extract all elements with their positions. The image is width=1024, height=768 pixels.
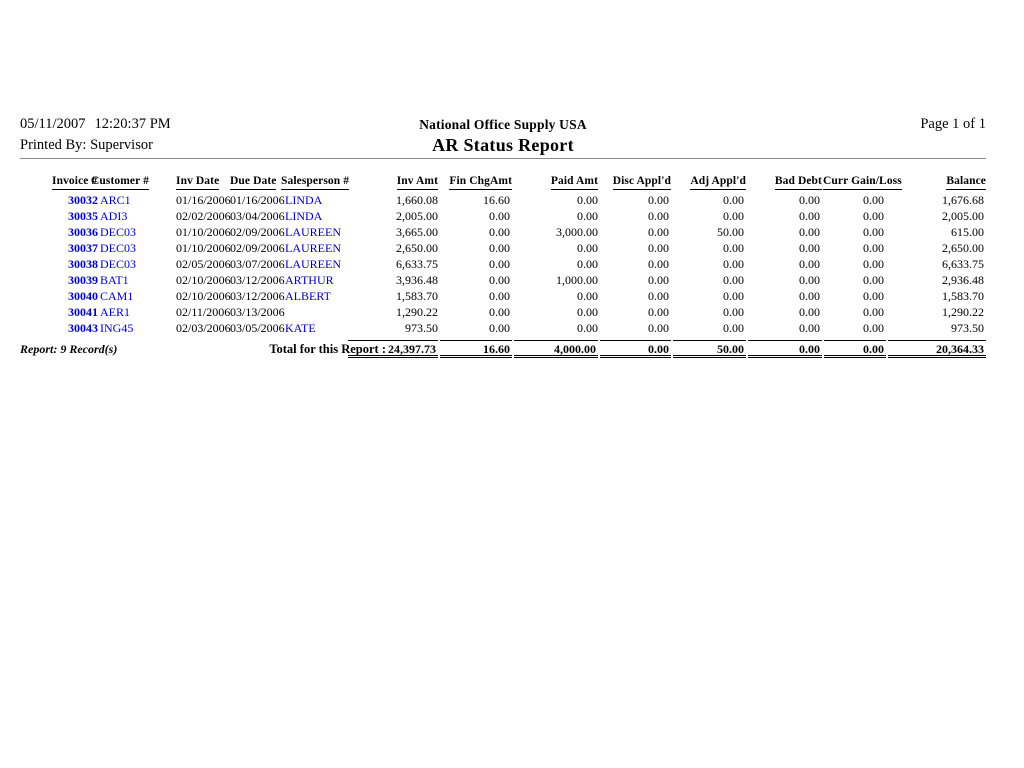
cell-disc-appld: 0.00 — [648, 241, 669, 255]
column-header-inv-date: Inv Date — [176, 174, 219, 190]
cell-balance: 2,005.00 — [942, 209, 984, 223]
report-title-block — [20, 114, 986, 156]
cell-adj-appld: 0.00 — [723, 273, 744, 287]
cell-customer[interactable]: ARC1 — [100, 193, 131, 207]
cell-invoice[interactable]: 30036 — [68, 225, 98, 239]
cell-balance: 2,650.00 — [942, 241, 984, 255]
cell-curr-gain-loss: 0.00 — [863, 273, 884, 287]
cell-customer[interactable]: DEC03 — [100, 225, 136, 239]
cell-salesperson[interactable]: ALBERT — [285, 289, 331, 303]
cell-disc-appld: 0.00 — [648, 257, 669, 271]
total-bad-debt: 0.00 — [748, 340, 822, 358]
cell-paid-amt: 1,000.00 — [556, 273, 598, 287]
cell-disc-appld: 0.00 — [648, 321, 669, 335]
total-inv-amt: 24,397.73 — [348, 340, 438, 358]
column-header-balance: Balance — [890, 174, 986, 190]
table-row[interactable] — [0, 304, 1024, 320]
cell-adj-appld: 0.00 — [723, 289, 744, 303]
cell-due-date: 03/12/2006 — [230, 273, 285, 287]
cell-curr-gain-loss: 0.00 — [863, 241, 884, 255]
column-header-curr-gain-loss: Curr Gain/Loss — [823, 174, 902, 190]
page-indicator — [920, 114, 986, 135]
cell-due-date: 03/04/2006 — [230, 209, 285, 223]
cell-paid-amt: 0.00 — [577, 321, 598, 335]
cell-bad-debt: 0.00 — [799, 273, 820, 287]
cell-fin-chg-amt: 0.00 — [489, 273, 510, 287]
cell-adj-appld: 0.00 — [723, 305, 744, 319]
cell-fin-chg-amt: 0.00 — [489, 225, 510, 239]
report-table — [0, 174, 1024, 362]
table-row[interactable] — [0, 192, 1024, 208]
cell-balance: 973.50 — [951, 321, 984, 335]
cell-bad-debt: 0.00 — [799, 321, 820, 335]
cell-salesperson[interactable]: ARTHUR — [285, 273, 334, 287]
cell-curr-gain-loss: 0.00 — [863, 193, 884, 207]
cell-curr-gain-loss: 0.00 — [863, 321, 884, 335]
cell-adj-appld: 50.00 — [717, 225, 744, 239]
cell-fin-chg-amt: 0.00 — [489, 209, 510, 223]
cell-due-date: 03/13/2006 — [230, 305, 285, 319]
cell-disc-appld: 0.00 — [648, 209, 669, 223]
cell-customer[interactable]: ADI3 — [100, 209, 128, 223]
cell-inv-date: 01/16/2006 — [176, 193, 231, 207]
cell-adj-appld: 0.00 — [723, 257, 744, 271]
cell-balance: 2,936.48 — [942, 273, 984, 287]
cell-curr-gain-loss: 0.00 — [863, 289, 884, 303]
record-count: Report: 9 Record(s) — [20, 342, 118, 356]
cell-salesperson[interactable]: LINDA — [285, 193, 323, 207]
column-header-bad-debt: Bad Debt — [724, 174, 822, 190]
cell-fin-chg-amt: 0.00 — [489, 241, 510, 255]
total-label: Total for this Report : — [269, 342, 386, 356]
cell-balance: 1,290.22 — [942, 305, 984, 319]
cell-inv-amt: 3,936.48 — [396, 273, 438, 287]
total-fin-chg-amt: 16.60 — [440, 340, 512, 358]
cell-fin-chg-amt: 0.00 — [489, 257, 510, 271]
total-adj-appld: 50.00 — [673, 340, 746, 358]
table-header-row — [0, 174, 1024, 192]
cell-invoice[interactable]: 30035 — [68, 209, 98, 223]
total-disc-appld: 0.00 — [600, 340, 671, 358]
column-header-salesperson: Salesperson # — [281, 174, 349, 190]
cell-inv-date: 02/11/2006 — [176, 305, 231, 319]
cell-disc-appld: 0.00 — [648, 289, 669, 303]
cell-adj-appld: 0.00 — [723, 241, 744, 255]
cell-bad-debt: 0.00 — [799, 193, 820, 207]
company-name: National Office Supply USA — [419, 117, 587, 132]
cell-due-date: 02/09/2006 — [230, 225, 285, 239]
cell-inv-amt: 3,665.00 — [396, 225, 438, 239]
cell-customer[interactable]: DEC03 — [100, 241, 136, 255]
table-row[interactable] — [0, 272, 1024, 288]
cell-bad-debt: 0.00 — [799, 289, 820, 303]
cell-balance: 6,633.75 — [942, 257, 984, 271]
column-header-inv-amt: Inv Amt — [340, 174, 438, 190]
cell-balance: 1,676.68 — [942, 193, 984, 207]
cell-disc-appld: 0.00 — [648, 305, 669, 319]
cell-inv-date: 02/05/2006 — [176, 257, 231, 271]
cell-salesperson[interactable]: LINDA — [285, 209, 323, 223]
table-row[interactable] — [0, 256, 1024, 272]
cell-salesperson[interactable]: LAUREEN — [285, 241, 341, 255]
column-header-fin-chg-amt: Fin ChgAmt — [420, 174, 512, 190]
cell-inv-amt: 973.50 — [405, 321, 438, 335]
cell-curr-gain-loss: 0.00 — [863, 209, 884, 223]
cell-invoice[interactable]: 30037 — [68, 241, 98, 255]
cell-curr-gain-loss: 0.00 — [863, 305, 884, 319]
total-paid-amt: 4,000.00 — [514, 340, 598, 358]
cell-inv-date: 01/10/2006 — [176, 225, 231, 239]
cell-invoice[interactable]: 30032 — [68, 193, 98, 207]
cell-adj-appld: 0.00 — [723, 209, 744, 223]
cell-customer[interactable]: ING45 — [100, 321, 134, 335]
cell-disc-appld: 0.00 — [648, 225, 669, 239]
cell-due-date: 03/12/2006 — [230, 289, 285, 303]
table-footer-row — [0, 340, 1024, 362]
table-row[interactable] — [0, 320, 1024, 336]
cell-due-date: 03/07/2006 — [230, 257, 285, 271]
page-number-label: Page 1 of 1 — [920, 116, 986, 132]
column-header-adj-appld: Adj Appl'd — [660, 174, 746, 190]
table-row[interactable] — [0, 240, 1024, 256]
cell-inv-amt: 1,660.08 — [396, 193, 438, 207]
cell-paid-amt: 0.00 — [577, 289, 598, 303]
cell-fin-chg-amt: 0.00 — [489, 305, 510, 319]
cell-inv-amt: 2,650.00 — [396, 241, 438, 255]
cell-paid-amt: 0.00 — [577, 209, 598, 223]
page-title: AR Status Report — [432, 135, 574, 155]
cell-salesperson[interactable]: LAUREEN — [285, 257, 341, 271]
cell-bad-debt: 0.00 — [799, 241, 820, 255]
cell-invoice[interactable]: 30040 — [68, 289, 98, 303]
cell-paid-amt: 0.00 — [577, 241, 598, 255]
cell-paid-amt: 0.00 — [577, 305, 598, 319]
cell-customer[interactable]: DEC03 — [100, 257, 136, 271]
cell-inv-amt: 1,290.22 — [396, 305, 438, 319]
cell-bad-debt: 0.00 — [799, 209, 820, 223]
header-divider — [20, 158, 986, 159]
cell-inv-amt: 6,633.75 — [396, 257, 438, 271]
cell-inv-date: 02/10/2006 — [176, 273, 231, 287]
cell-adj-appld: 0.00 — [723, 321, 744, 335]
cell-invoice[interactable]: 30041 — [68, 305, 98, 319]
cell-paid-amt: 0.00 — [577, 257, 598, 271]
cell-due-date: 03/05/2006 — [230, 321, 285, 335]
printed-time: 12:20:37 PM — [94, 116, 171, 132]
cell-bad-debt: 0.00 — [799, 225, 820, 239]
cell-inv-date: 01/10/2006 — [176, 241, 231, 255]
table-body — [0, 192, 1024, 336]
cell-fin-chg-amt: 16.60 — [483, 193, 510, 207]
column-header-disc-appld: Disc Appl'd — [580, 174, 671, 190]
cell-balance: 1,583.70 — [942, 289, 984, 303]
cell-bad-debt: 0.00 — [799, 305, 820, 319]
cell-invoice[interactable]: 30043 — [68, 321, 98, 335]
cell-fin-chg-amt: 0.00 — [489, 321, 510, 335]
column-header-due-date: Due Date — [230, 174, 276, 190]
cell-due-date: 01/16/2006 — [230, 193, 285, 207]
cell-disc-appld: 0.00 — [648, 193, 669, 207]
cell-bad-debt: 0.00 — [799, 257, 820, 271]
cell-salesperson[interactable]: LAUREEN — [285, 225, 341, 239]
column-header-invoice: Invoice # — [52, 174, 97, 190]
cell-curr-gain-loss: 0.00 — [863, 225, 884, 239]
column-header-customer: Customer # — [91, 174, 149, 190]
cell-inv-amt: 1,583.70 — [396, 289, 438, 303]
total-balance: 20,364.33 — [888, 340, 986, 358]
cell-fin-chg-amt: 0.00 — [489, 289, 510, 303]
total-curr-gain-loss: 0.00 — [824, 340, 886, 358]
table-row[interactable] — [0, 208, 1024, 224]
cell-paid-amt: 3,000.00 — [556, 225, 598, 239]
column-header-paid-amt: Paid Amt — [500, 174, 598, 190]
cell-inv-date: 02/10/2006 — [176, 289, 231, 303]
cell-customer[interactable]: AER1 — [100, 305, 130, 319]
cell-inv-amt: 2,005.00 — [396, 209, 438, 223]
cell-inv-date: 02/03/2006 — [176, 321, 231, 335]
cell-due-date: 02/09/2006 — [230, 241, 285, 255]
cell-disc-appld: 0.00 — [648, 273, 669, 287]
printed-date: 05/11/2007 — [20, 116, 86, 132]
cell-invoice[interactable]: 30038 — [68, 257, 98, 271]
cell-adj-appld: 0.00 — [723, 193, 744, 207]
cell-curr-gain-loss: 0.00 — [863, 257, 884, 271]
cell-invoice[interactable]: 30039 — [68, 273, 98, 287]
table-row[interactable] — [0, 288, 1024, 304]
cell-inv-date: 02/02/2006 — [176, 209, 231, 223]
cell-salesperson[interactable]: KATE — [285, 321, 316, 335]
table-row[interactable] — [0, 224, 1024, 240]
cell-customer[interactable]: CAM1 — [100, 289, 134, 303]
cell-balance: 615.00 — [951, 225, 984, 239]
cell-paid-amt: 0.00 — [577, 193, 598, 207]
cell-customer[interactable]: BAT1 — [100, 273, 129, 287]
printed-by: Printed By: Supervisor — [20, 137, 153, 153]
report-header — [20, 114, 986, 156]
